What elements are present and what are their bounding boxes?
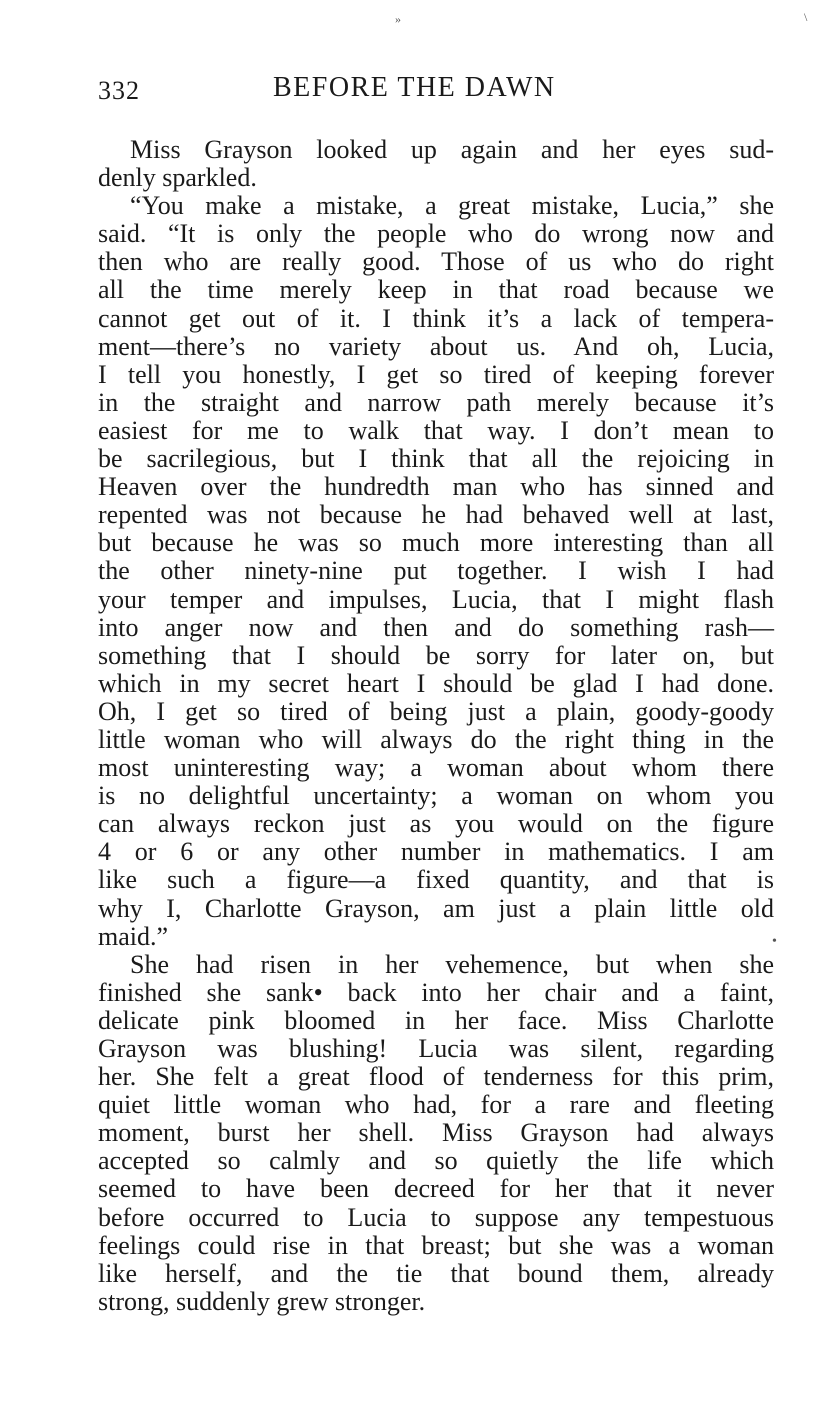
paragraph [98, 951, 774, 1316]
text-line: but because he was so much more interesting than all [98, 528, 774, 558]
text-line: cannot get out of it. I think it’s a lack of tempera- [98, 303, 774, 333]
running-head: BEFORE THE DAWN [273, 72, 556, 103]
scan-speck-mark: • [772, 934, 777, 949]
text-line: can always reckon just as you would on the figure [98, 809, 774, 839]
scan-speck-mark: » [395, 12, 401, 26]
text-line: repented was not because he had behaved well at last, [98, 500, 774, 530]
text-line: like herself, and the tie that bound them, already [98, 1258, 774, 1288]
scan-speck-mark: \ [804, 10, 808, 24]
text-line: in the straight and narrow path merely because it’s [98, 387, 774, 417]
text-line: easiest for me to walk that way. I don’t mean to [98, 415, 774, 445]
text-line: Oh, I get so tired of being just a plain, goody-goody [98, 696, 774, 726]
text-line: Miss Grayson looked up again and her eyes sud- [130, 135, 774, 164]
text-line: ment—there’s no variety about us. And oh, Lucia, [98, 331, 774, 361]
text-line: the other ninety-nine put together. I wish I had [98, 556, 774, 586]
text-line: something that I should be sorry for later on, but [98, 640, 774, 670]
text-line: feelings could rise in that breast; but she was a woman [98, 1230, 774, 1260]
text-line: then who are really good. Those of us who do right [98, 247, 774, 277]
text-line: your temper and impulses, Lucia, that I might flash [98, 584, 774, 614]
text-line: all the time merely keep in that road because we [98, 275, 774, 305]
text-line: her. She felt a great flood of tenderness for this prim, [98, 1062, 774, 1092]
text-line: delicate pink bloomed in her face. Miss Charlotte [98, 1005, 774, 1035]
text-line: before occurred to Lucia to suppose any tempestuous [98, 1202, 774, 1232]
text-line: denly sparkled. [98, 163, 257, 193]
text-line: be sacrilegious, but I think that all the rejoicing in [98, 444, 774, 474]
page-header [98, 72, 774, 108]
text-line: seemed to have been decreed for her that it never [98, 1174, 774, 1204]
text-line: “You make a mistake, a great mistake, Lucia,” she [130, 191, 774, 221]
text-line: which in my secret heart I should be glad I had done. [98, 668, 774, 698]
text-line: 4 or 6 or any other number in mathematics. I am [98, 837, 774, 867]
text-line: is no delightful uncertainty; a woman on whom you [98, 781, 774, 811]
text-line: strong, suddenly grew stronger. [98, 1286, 426, 1316]
text-line: like such a figure—a fixed quantity, and that is [98, 865, 774, 895]
text-line: into anger now and then and do something rash— [98, 612, 774, 642]
text-line: maid.” [98, 921, 169, 951]
text-line: most uninteresting way; a woman about whom there [98, 753, 774, 783]
paragraph [98, 136, 774, 192]
text-line: why I, Charlotte Grayson, am just a plain little old [98, 893, 774, 923]
page-number: 332 [98, 76, 140, 105]
text-line: accepted so calmly and so quietly the life which [98, 1146, 774, 1176]
text-line: I tell you honestly, I get so tired of keeping forever [98, 359, 774, 389]
paragraph [98, 192, 774, 951]
text-line: Grayson was blushing! Lucia was silent, regarding [98, 1034, 774, 1063]
text-line: She had risen in her vehemence, but when she [130, 949, 774, 979]
text-line: Heaven over the hundredth man who has sinned and [98, 472, 774, 502]
text-line: finished she sank• back into her chair and a faint, [98, 977, 774, 1007]
body-text [98, 136, 774, 1316]
text-line: quiet little woman who had, for a rare and fleeting [98, 1090, 774, 1120]
text-line: said. “It is only the people who do wrong now and [98, 219, 774, 249]
text-line: little woman who will always do the right thing in the [98, 724, 774, 754]
text-line: moment, burst her shell. Miss Grayson had always [98, 1118, 774, 1148]
